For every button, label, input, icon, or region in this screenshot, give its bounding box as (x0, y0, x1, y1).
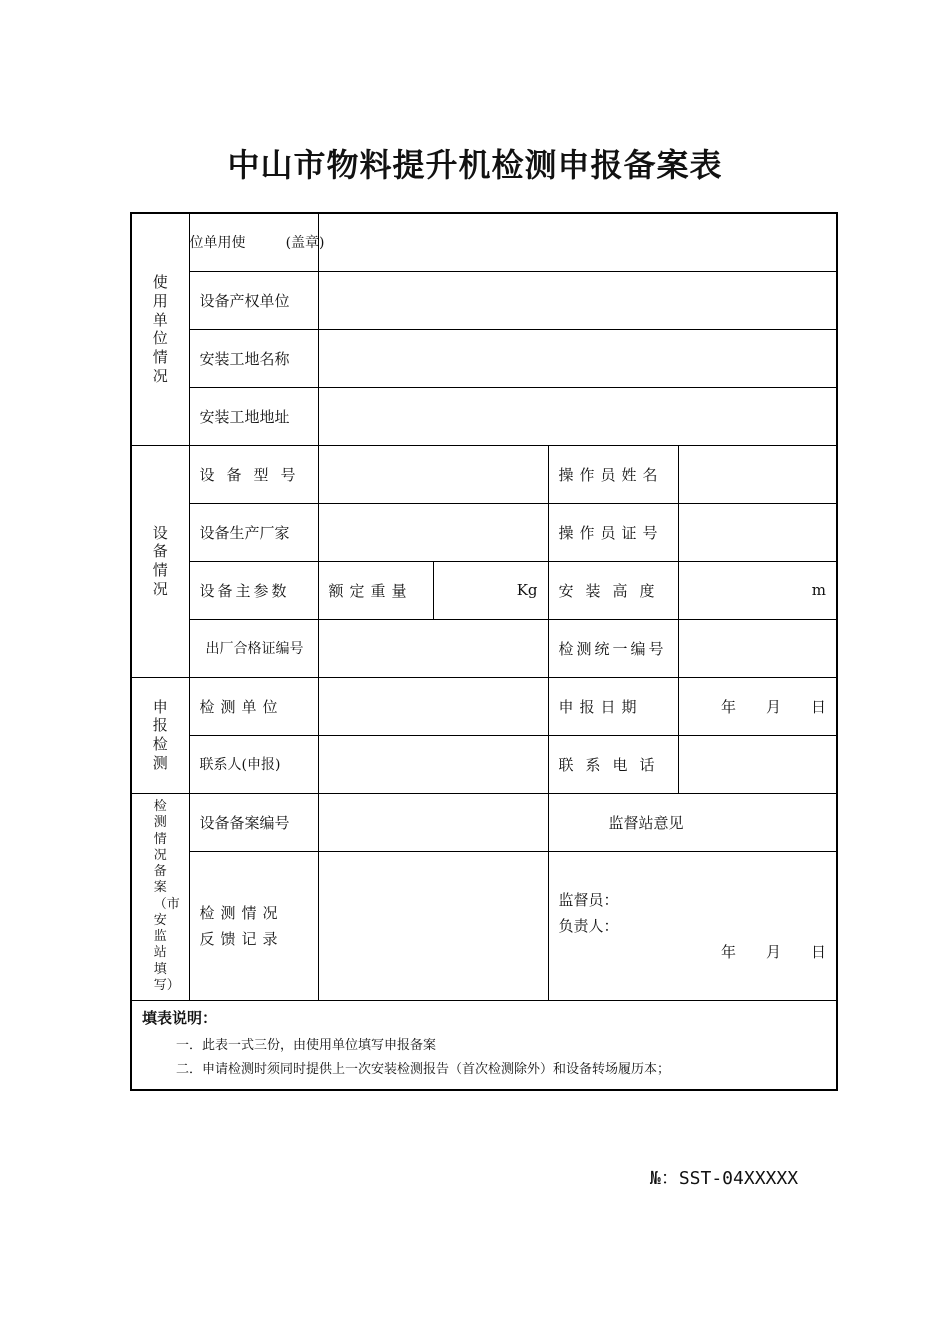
section-declaration: 申报检测 (131, 677, 189, 793)
model-field[interactable] (318, 445, 548, 503)
document-number: №：SST-04XXXXX (650, 1168, 799, 1189)
factory-cert-label: 出厂合格证编号 (189, 619, 318, 677)
section-record: 检测情况备案（市安监站填写） (131, 793, 189, 1000)
declaration-form-table (130, 212, 838, 1091)
height-unit: m (811, 581, 826, 599)
user-unit-field[interactable] (318, 213, 837, 271)
contact-person-field[interactable] (318, 735, 548, 793)
site-address-label: 安装工地地址 (189, 387, 318, 445)
note-item-1: 一．此表一式三份，由使用单位填写申报备案 (176, 1037, 437, 1053)
manufacturer-label: 设备生产厂家 (189, 503, 318, 561)
main-params-label: 设备主参数 (189, 561, 318, 619)
feedback-line1: 检测情况 (199, 903, 284, 922)
supervision-opinion-field[interactable] (548, 851, 837, 1000)
site-address-field[interactable] (318, 387, 837, 445)
contact-phone-field[interactable] (678, 735, 837, 793)
contact-phone-label: 联系电话 (548, 735, 678, 793)
factory-cert-field[interactable] (318, 619, 548, 677)
unified-no-field[interactable] (678, 619, 837, 677)
sign-date: 年 月 日 (720, 942, 826, 961)
feedback-field[interactable] (318, 851, 548, 1000)
manufacturer-field[interactable] (318, 503, 548, 561)
unified-no-label: 检测统一编号 (548, 619, 678, 677)
test-unit-label: 检测单位 (189, 677, 318, 735)
weight-unit: Kg (516, 581, 538, 599)
model-label: 设备型号 (189, 445, 318, 503)
rated-weight-label: 额定重量 (318, 561, 433, 619)
user-unit-label: 位单用使 (盖章) (189, 213, 318, 271)
owner-unit-field[interactable] (318, 271, 837, 329)
report-date-label: 申报日期 (548, 677, 678, 735)
test-unit-field[interactable] (318, 677, 548, 735)
contact-person-label: 联系人(申报) (189, 735, 318, 793)
notes-title: 填表说明： (142, 1008, 218, 1027)
operator-name-field[interactable] (678, 445, 837, 503)
install-height-field[interactable] (678, 561, 837, 619)
equipment-no-label: 设备备案编号 (189, 793, 318, 851)
feedback-label (189, 851, 318, 1000)
section-user-unit: 使用单位情况 (131, 213, 189, 445)
page-title: 中山市物料提升机检测申报备案表 (227, 146, 723, 184)
site-name-label: 安装工地名称 (189, 329, 318, 387)
supervisor-line: 监督员： (558, 890, 619, 909)
section-equipment: 设备情况 (131, 445, 189, 677)
supervision-opinion-label: 监督站意见 (548, 793, 837, 851)
equipment-no-field[interactable] (318, 793, 548, 851)
notes-cell (131, 1000, 837, 1090)
install-height-label: 安装高度 (548, 561, 678, 619)
seal-note: (盖章) (285, 235, 325, 252)
site-name-field[interactable] (318, 329, 837, 387)
operator-name-label: 操作员姓名 (548, 445, 678, 503)
responsible-line: 负责人： (558, 916, 619, 935)
note-item-2: 二．申请检测时须同时提供上一次安装检测报告（首次检测除外）和设备转场履历本； (176, 1061, 671, 1077)
feedback-line2: 反馈记录 (199, 929, 284, 948)
rated-weight-field[interactable] (433, 561, 548, 619)
owner-unit-label: 设备产权单位 (189, 271, 318, 329)
operator-cert-label: 操作员证号 (548, 503, 678, 561)
report-date-field[interactable]: 年 月 日 (678, 677, 837, 735)
operator-cert-field[interactable] (678, 503, 837, 561)
